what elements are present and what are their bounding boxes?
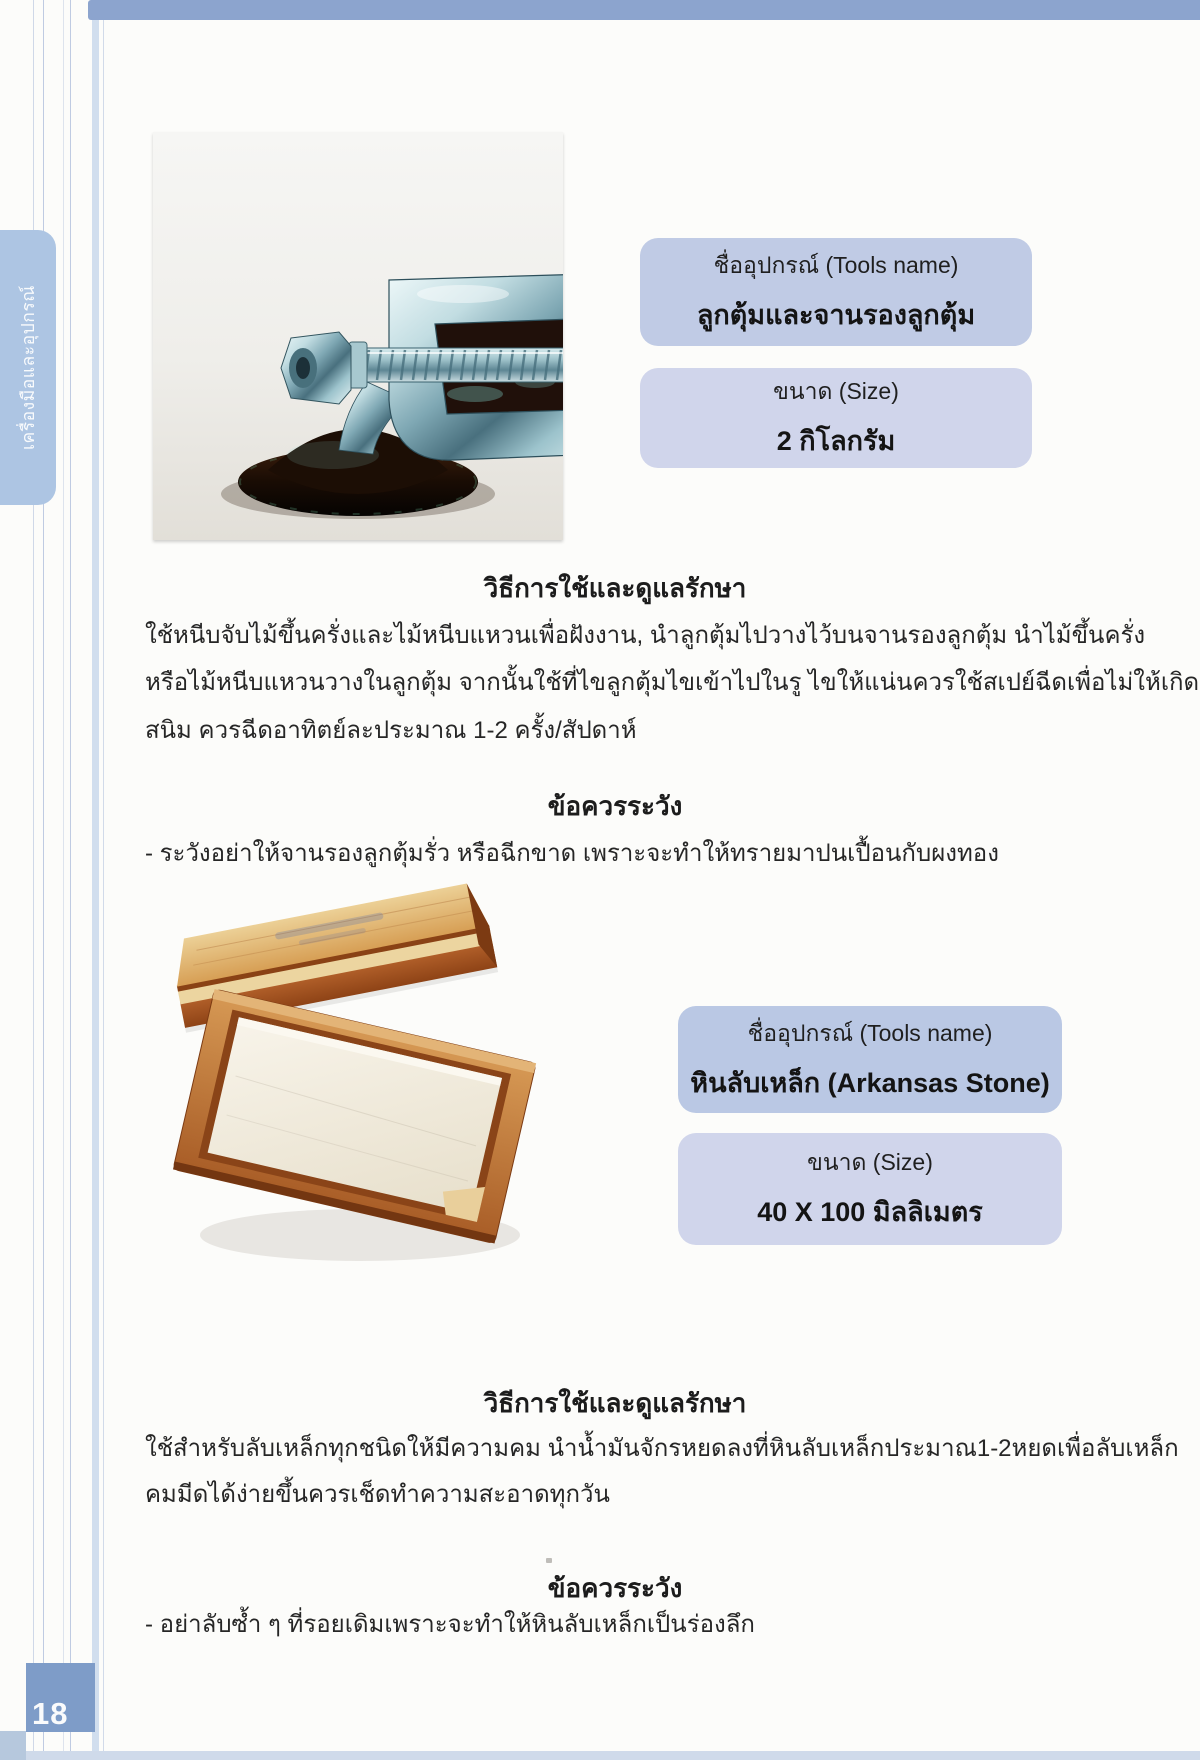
chapter-sidebar-tab [0, 230, 56, 505]
tool-size-label: ขนาด (Size) [773, 378, 899, 404]
usage-line: สนิม ควรฉีดอาทิตย์ละประมาณ 1-2 ครั้ง/สัปดาห์ [145, 717, 637, 744]
sharpening-stone-photo [160, 875, 545, 1292]
left-rule-band [92, 0, 99, 1760]
bottom-corner-square [0, 1731, 26, 1760]
page-number-tab [26, 1663, 95, 1732]
c-clamp-photo [153, 132, 563, 540]
page-number: 18 [32, 1696, 69, 1731]
top-header-bar [88, 0, 1200, 20]
left-rule-line [63, 0, 64, 1760]
chapter-sidebar-label: เครื่องมือและอุปกรณ์ [18, 285, 38, 450]
sharpening-stone-illustration [160, 875, 545, 1292]
c-clamp-illustration [153, 132, 563, 540]
usage-line: ใช้สำหรับลับเหล็กทุกชนิดให้มีความคม นำน้ำมันจักรหยดลงที่หินลับเหล็กประมาณ1-2หยดเพื่อลับเหล็ก [145, 1435, 1179, 1462]
caution-line: - อย่าลับซ้ำ ๆ ที่รอยเดิมเพราะจะทำให้หินลับเหล็กเป็นร่องลึก [145, 1611, 755, 1638]
screw-rod [349, 348, 563, 382]
usage-line: หรือไม้หนีบแหวนวางในลูกตุ้ม จากนั้นใช้ที่ไขลูกตุ้มไขเข้าไปในรู ไขให้แน่นควรใช้สเปย์ฉีดเพื่อไม่ให้เกิด [145, 669, 1200, 696]
usage-heading: วิธีการใช้และดูแลรักษา [483, 1388, 747, 1418]
bottom-footer-strip [0, 1751, 1200, 1760]
tool-size-box [678, 1133, 1062, 1245]
usage-heading: วิธีการใช้และดูแลรักษา [483, 573, 747, 603]
box-base [173, 989, 536, 1243]
tool-size-value: 2 กิโลกรัม [776, 426, 896, 456]
caution-line: - ระวังอย่าให้จานรองลูกตุ้มรั่ว หรือฉีกขาด เพราะจะทำให้ทรายมาปนเปื้อนกับผงทอง [145, 840, 999, 867]
tool-size-box [640, 368, 1032, 468]
caution-heading: ข้อควรระวัง [547, 1573, 683, 1603]
tool-name-value: หินลับเหล็ก (Arkansas Stone) [690, 1067, 1050, 1098]
tool-size-label: ขนาด (Size) [807, 1149, 933, 1175]
usage-line: ใช้หนีบจับไม้ขึ้นครั่งและไม้หนีบแหวนเพื่อฝังงาน, นำลูกตุ้มไปวางไว้บนจานรองลูกตุ้ม นำไม้ขึ้นครั่ง [145, 622, 1146, 649]
tool-name-label: ชื่ออุปกรณ์ (Tools name) [713, 252, 959, 278]
scan-speck [546, 1558, 552, 1563]
tool-size-value: 40 X 100 มิลลิเมตร [757, 1197, 983, 1227]
caution-heading: ข้อควรระวัง [547, 791, 683, 821]
usage-line: คมมีดได้ง่ายขึ้นควรเช็ดทำความสะอาดทุกวัน [145, 1481, 610, 1508]
left-rule-line [103, 0, 104, 1760]
left-rule-line [70, 0, 71, 1760]
tool-name-value: ลูกตุ้มและจานรองลูกตุ้ม [696, 300, 976, 330]
tool-name-box [640, 238, 1032, 346]
tool-name-label: ชื่ออุปกรณ์ (Tools name) [747, 1019, 993, 1046]
tool-name-box [678, 1006, 1062, 1113]
